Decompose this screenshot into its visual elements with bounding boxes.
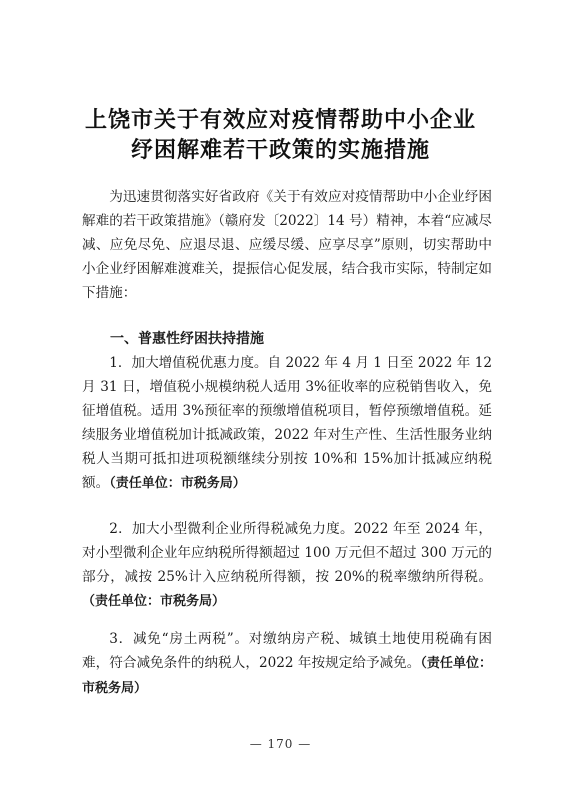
document-title-line2: 纾困解难若干政策的实施措施 <box>130 137 430 163</box>
intro-paragraph: 为迅速贯彻落实好省政府《关于有效应对疫情帮助中小企业纾困解难的若干政策措施》（赣府发〔2022〕14 号）精神，本着“应减尽减、应免尽免、应退尽退、应缓尽缓、应享尽享”原则，切实帮助中小企业纾困解难渡难关，提振信心促发展，结合我市实际，特制定如下措施： <box>82 189 492 301</box>
section-heading-1: 一、普惠性纾困扶持措施 <box>110 331 264 347</box>
document-title-line1: 上饶市关于有效应对疫情帮助中小企业 <box>84 107 476 133</box>
measure-item-3-text: 3．减免“房土两税”。对缴纳房产税、城镇土地使用税确有困难，符合减免条件的纳税人，2022 年按规定给予减免。 <box>82 631 492 671</box>
measure-item-1-responsible: （责任单位：市税务局） <box>109 476 246 491</box>
measure-item-2 <box>82 517 492 613</box>
measure-item-1-text: 1．加大增值税优惠力度。自 2022 年 4 月 1 日至 2022 年 12 月 31 日，增值税小规模纳税人适用 3%征收率的应税销售收入，免征增值税。适用 3%预征率的预缴增值税项目，暂停预缴增值税。延续服务业增值税加计抵减政策，2022 年对生产性、生活性服务业纳税人当期可抵扣进项税额继续分别按 10%和 15%加计抵减应纳税额。 <box>82 355 492 491</box>
measure-item-2-responsible: （责任单位：市税务局） <box>82 594 226 609</box>
measure-item-1 <box>82 351 492 496</box>
page-number: — 170 — <box>249 737 312 751</box>
measure-item-3 <box>82 627 492 699</box>
measure-item-3-responsible: （责任单位：市税务局） <box>82 656 492 696</box>
measure-item-2-text: 2．加大小型微利企业所得税减免力度。2022 年至 2024 年，对小型微利企业年应纳税所得额超过 100 万元但不超过 300 万元的部分，减按 25%计入应纳税所得额，按 20%的税率缴纳所得税。 <box>82 521 492 585</box>
